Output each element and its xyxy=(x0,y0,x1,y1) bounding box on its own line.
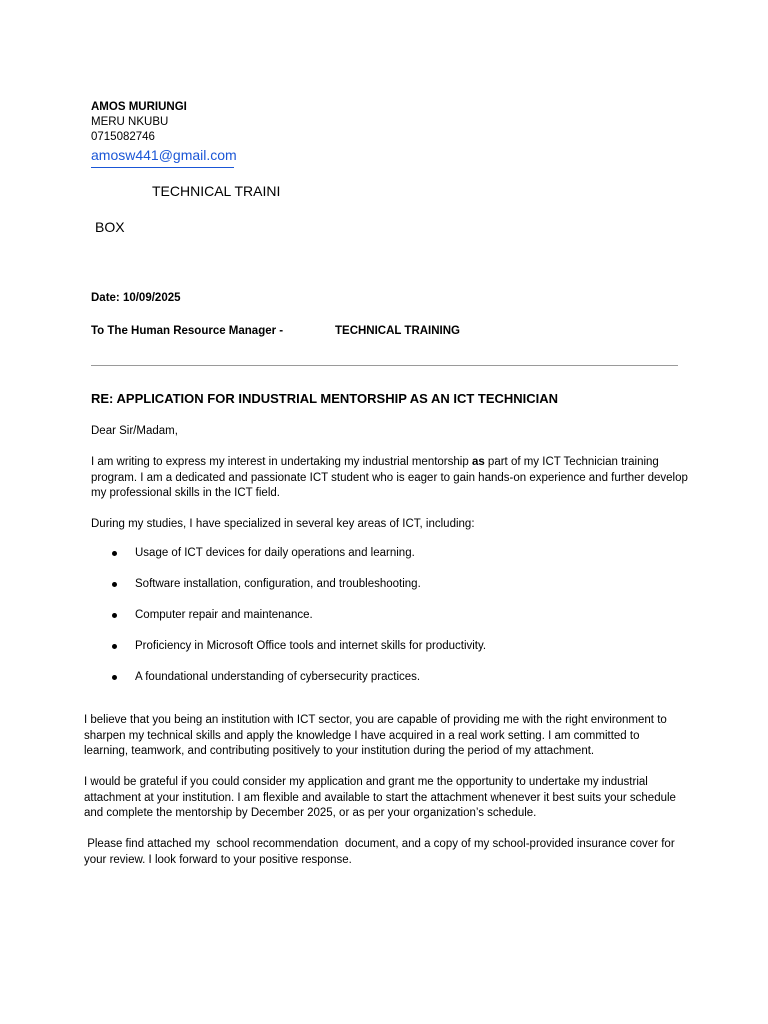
body-paragraph-3: Please find attached my school recommendation document, and a copy of my school-provided insurance cover for your review. I look forward to your positive response. xyxy=(84,838,678,866)
sender-location: MERU NKUBU xyxy=(91,116,169,128)
body-paragraph-2: I would be grateful if you could consider my application and grant me the opportunity to undertake my industrial attachment at your institution. I am flexible and available to start the attachment whenever it best suits your schedule and complete the mentorship by December 2025, or as per your organization’s schedule. xyxy=(84,776,676,819)
list-item xyxy=(112,670,486,701)
sender-email-link[interactable]: amosw441@gmail.com xyxy=(91,147,234,168)
sender-name: AMOS MURIUNGI xyxy=(91,101,187,113)
list-item xyxy=(112,639,486,670)
list-item-text: Software installation, configuration, and troubleshooting. xyxy=(135,578,421,590)
intro-text-start: I am writing to express my interest in undertaking my industrial mentorship xyxy=(91,456,472,468)
list-item xyxy=(112,546,486,577)
list-item-text: Proficiency in Microsoft Office tools and internet skills for productivity. xyxy=(135,640,487,652)
to-line-institution: TECHNICAL TRAINING xyxy=(335,325,461,337)
list-item xyxy=(112,608,486,639)
intro-text-end: part of my ICT Technician training program. I am a dedicated and passionate ICT student who is eager to gain hands-on experience and further develop my professional skills in the ICT field. xyxy=(91,456,688,499)
date-line: Date: 10/09/2025 xyxy=(91,292,181,304)
bullet-icon xyxy=(112,613,117,618)
subject-heading: RE: APPLICATION FOR INDUSTRIAL MENTORSHIP AS AN ICT TECHNICIAN xyxy=(91,391,559,406)
list-item-text: A foundational understanding of cybersecurity practices. xyxy=(135,671,421,683)
intro-bold-word: as xyxy=(471,456,485,468)
recipient-line-2: BOX xyxy=(95,219,125,235)
bullet-icon xyxy=(112,644,117,649)
horizontal-divider xyxy=(91,365,678,366)
list-item-text: Usage of ICT devices for daily operations and learning. xyxy=(135,547,415,559)
bullet-icon xyxy=(112,675,117,680)
list-item xyxy=(112,577,486,608)
bullet-icon xyxy=(112,551,117,556)
salutation: Dear Sir/Madam, xyxy=(91,425,178,437)
skills-list xyxy=(112,546,486,701)
recipient-line-1: TECHNICAL TRAINI xyxy=(152,183,281,199)
body-paragraph-1: I believe that you being an institution with ICT sector, you are capable of providing me with the right environment to sharpen my technical skills and apply the knowledge I have acquired in a real work setting. I am committed to learning, teamwork, and contributing positively to your institution during the period of my attachment. xyxy=(84,714,667,757)
bullet-icon xyxy=(112,582,117,587)
intro-paragraph xyxy=(91,455,691,502)
studies-intro: During my studies, I have specialized in several key areas of ICT, including: xyxy=(91,518,475,530)
to-line-prefix: To The Human Resource Manager - xyxy=(91,325,284,337)
list-item-text: Computer repair and maintenance. xyxy=(135,609,313,621)
sender-phone: 0715082746 xyxy=(91,131,155,143)
